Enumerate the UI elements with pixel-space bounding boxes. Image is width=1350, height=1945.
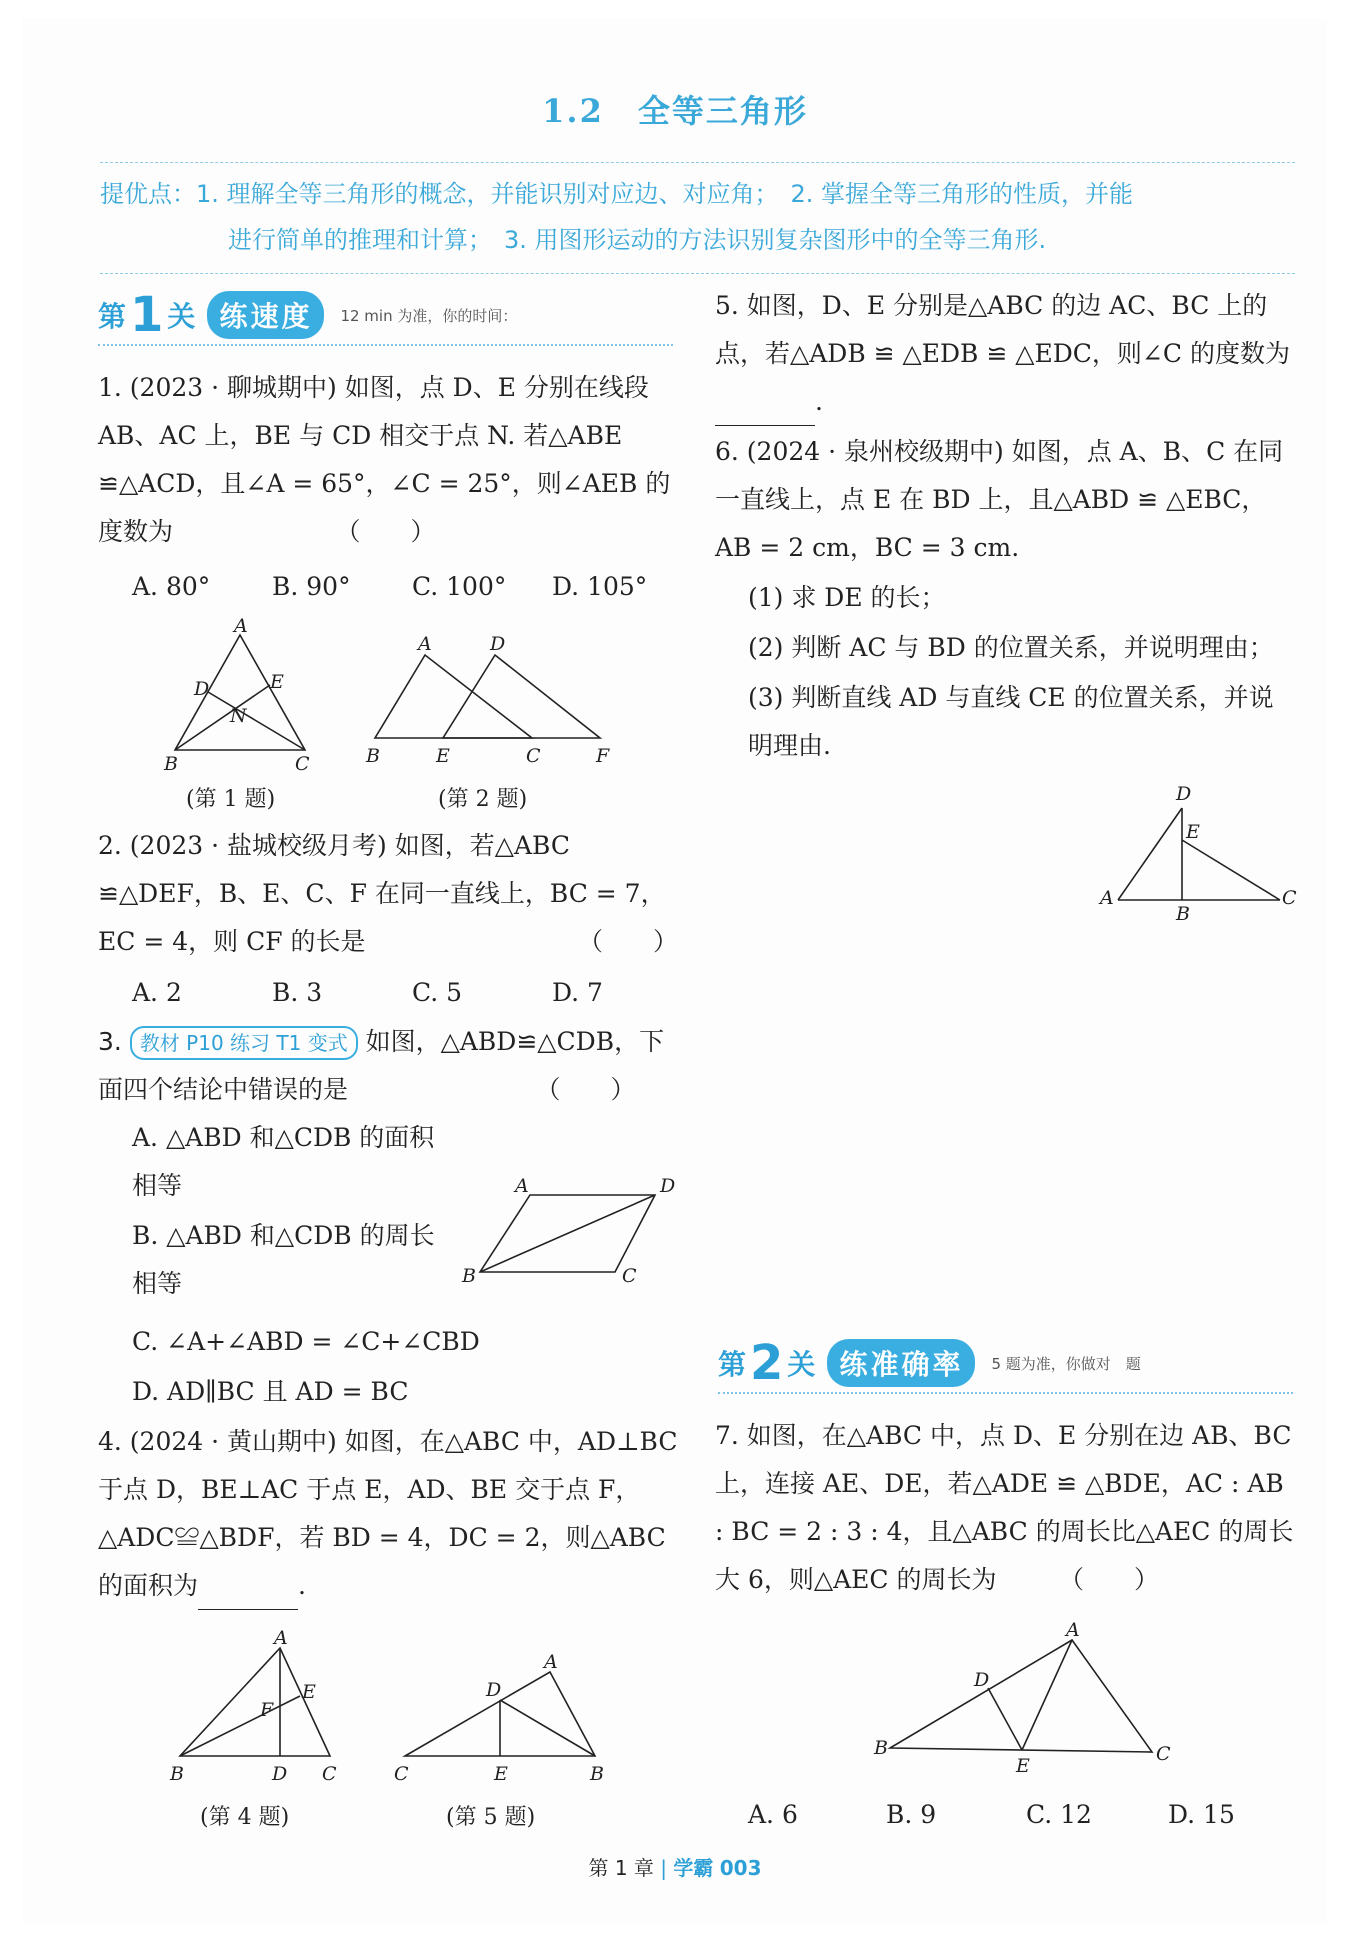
fig7-triangle bbox=[890, 1640, 1152, 1752]
figure-3 bbox=[460, 1175, 690, 1290]
q4-answer-blank[interactable] bbox=[198, 1585, 298, 1610]
fig4-label-b: B bbox=[170, 1763, 184, 1785]
fig3-label-a: A bbox=[515, 1175, 529, 1197]
page-footer: 第 1 章 | 学霸 003 bbox=[588, 1856, 762, 1880]
fig2-triangle-abc bbox=[375, 655, 532, 738]
q7-option-c: C. 12 bbox=[1026, 1800, 1092, 1829]
fig1-label-e: E bbox=[270, 671, 284, 693]
fig7-label-a: A bbox=[1066, 1619, 1080, 1641]
question-3-text: 如图，△ABD≌△CDB，下面四个结论中错误的是 （ ） bbox=[98, 1027, 665, 1104]
q2-option-a: A. 2 bbox=[132, 978, 182, 1007]
fig5-label-a: A bbox=[544, 1651, 558, 1673]
fig1-segment-be bbox=[175, 685, 270, 750]
section-number: 1.2 bbox=[542, 92, 604, 130]
section-2-score-note: 5 题为准，你做对 题 bbox=[991, 1354, 1141, 1373]
fig3-label-b: B bbox=[462, 1265, 476, 1287]
fig6-label-d: D bbox=[1176, 783, 1192, 805]
question-4 bbox=[98, 1418, 678, 1610]
section-2-header bbox=[718, 1335, 1293, 1391]
fig2-label-b: B bbox=[366, 745, 380, 767]
q2-option-b: B. 3 bbox=[272, 978, 323, 1007]
fig7-label-c: C bbox=[1156, 1743, 1171, 1765]
figure-4 bbox=[170, 1627, 350, 1785]
footer-chapter: 第 1 章 bbox=[588, 1856, 654, 1880]
fig7-segment-de bbox=[988, 1688, 1022, 1750]
figure-7 bbox=[874, 1619, 1171, 1777]
q5-end: . bbox=[815, 387, 823, 416]
section-1-timer-note: 12 min 为准，你的时间： bbox=[340, 306, 518, 325]
fig6-segment-ce bbox=[1182, 840, 1280, 900]
q7-option-a: A. 6 bbox=[748, 1800, 798, 1829]
fig3-diagonal-bd bbox=[480, 1195, 655, 1272]
section-2-number: 2 bbox=[750, 1335, 784, 1391]
fig6-label-a: A bbox=[1100, 887, 1114, 909]
section-2-guan: 关 bbox=[787, 1348, 816, 1381]
figure-1 bbox=[164, 615, 320, 775]
question-4-text: 4. (2024 · 黄山期中) 如图，在△ABC 中，AD⊥BC 于点 D，BE⊥AC 于点 E，AD、BE 交于点 F，△ADC≌△BDF，若 BD = 4，DC = 2，则△ABC 的面积为 bbox=[98, 1427, 678, 1600]
fig1-label-n: N bbox=[230, 705, 247, 727]
page-title bbox=[0, 86, 1350, 132]
section-1-pill: 练速度 bbox=[207, 291, 324, 339]
fig1-segment-cd bbox=[208, 692, 305, 750]
q2-option-c: C. 5 bbox=[412, 978, 463, 1007]
fig4-label-e: E bbox=[302, 1681, 316, 1703]
question-7-text: 7. 如图，在△ABC 中，点 D、E 分别在边 AB、BC 上，连接 AE、DE，若△ADE ≌ △BDE，AC : AB : BC = 2 : 3 : 4，且△ABC 的周长比△AEC 的周长大 6，则△AEC 的周长为 （ ） bbox=[715, 1421, 1294, 1594]
question-2 bbox=[98, 822, 678, 966]
q7-option-b: B. 9 bbox=[886, 1800, 937, 1829]
fig1-label-a: A bbox=[234, 615, 248, 637]
fig2-label-c: C bbox=[526, 745, 541, 767]
fig1-label-b: B bbox=[164, 753, 178, 775]
fig5-label-c: C bbox=[394, 1763, 409, 1785]
q5-answer-blank[interactable] bbox=[715, 401, 815, 426]
figure-5-caption: (第 5 题) bbox=[446, 1805, 536, 1830]
question-6 bbox=[715, 428, 1300, 572]
section-2-pill: 练准确率 bbox=[827, 1339, 975, 1387]
q4-end: . bbox=[298, 1571, 306, 1600]
q6-part-3: (3) 判断直线 AD 与直线 CE 的位置关系，并说明理由. bbox=[748, 683, 1274, 760]
footer-page-number: 003 bbox=[719, 1856, 762, 1880]
fig4-altitude-be bbox=[180, 1696, 300, 1756]
question-1-text: 1. (2023 · 聊城期中) 如图，点 D、E 分别在线段 AB、AC 上，BE 与 CD 相交于点 N. 若△ABE ≌△ACD，且∠A = 65°，∠C = 25°，则∠AEB 的度数为 （ ） bbox=[98, 373, 671, 546]
fig5-label-e: E bbox=[494, 1763, 508, 1785]
q1-option-a: A. 80° bbox=[132, 572, 211, 601]
fig7-label-b: B bbox=[874, 1737, 888, 1759]
q7-option-d: D. 15 bbox=[1168, 1800, 1235, 1829]
fig4-label-a: A bbox=[274, 1627, 288, 1649]
fig4-label-f: F bbox=[260, 1699, 274, 1721]
question-5 bbox=[715, 282, 1300, 426]
fig7-label-e: E bbox=[1016, 1755, 1030, 1777]
q1-option-c: C. 100° bbox=[412, 572, 507, 601]
section-2-di: 第 bbox=[718, 1348, 747, 1381]
question-3: 3. 教材 P10 练习 T1 变式 如图，△ABD≌△CDB，下面四个结论中错误的是 （ ） bbox=[98, 1027, 665, 1104]
q3-option-b: B. △ABD 和△CDB 的周长相等 bbox=[132, 1221, 435, 1298]
question-1 bbox=[98, 364, 678, 556]
fig1-label-c: C bbox=[295, 753, 310, 775]
section-2-divider bbox=[718, 1392, 1293, 1394]
q3-option-c: C. ∠A+∠ABD = ∠C+∠CBD bbox=[132, 1327, 480, 1356]
question-6-text: 6. (2024 · 泉州校级期中) 如图，点 A、B、C 在同一直线上，点 E 在 BD 上，且△ABD ≌ △EBC，AB = 2 cm，BC = 3 cm. bbox=[715, 437, 1284, 562]
figure-5 bbox=[394, 1651, 610, 1785]
focus-line-1: 提优点：1. 理解全等三角形的概念，并能识别对应边、对应角； 2. 掌握全等三角形的性质，并能 bbox=[100, 180, 1134, 208]
figure-1-caption: (第 1 题) bbox=[186, 787, 276, 812]
section-1-divider bbox=[98, 344, 673, 346]
section-1-guan: 关 bbox=[167, 300, 196, 333]
figure-4-caption: (第 4 题) bbox=[200, 1805, 290, 1830]
q6-part-2: (2) 判断 AC 与 BD 的位置关系，并说明理由； bbox=[748, 633, 1274, 662]
section-1-di: 第 bbox=[98, 300, 127, 333]
fig6-label-e: E bbox=[1186, 821, 1200, 843]
fig7-label-d: D bbox=[974, 1669, 990, 1691]
q3-option-a: A. △ABD 和△CDB 的面积相等 bbox=[132, 1123, 435, 1200]
fig3-label-d: D bbox=[660, 1175, 676, 1197]
fig4-label-d: D bbox=[272, 1763, 288, 1785]
fig2-label-a: A bbox=[418, 633, 432, 655]
footer-brand: 学霸 bbox=[673, 1856, 714, 1880]
figure-2-caption: (第 2 题) bbox=[438, 787, 528, 812]
fig6-label-c: C bbox=[1282, 887, 1297, 909]
section-title: 全等三角形 bbox=[637, 92, 808, 130]
focus-line-2: 进行简单的推理和计算； 3. 用图形运动的方法识别复杂图形中的全等三角形. bbox=[228, 226, 1047, 254]
q6-part-1: (1) 求 DE 的长； bbox=[748, 583, 946, 612]
q1-option-d: D. 105° bbox=[552, 572, 648, 601]
question-7 bbox=[715, 1412, 1300, 1604]
fig1-label-d: D bbox=[194, 678, 210, 700]
fig3-label-c: C bbox=[622, 1265, 637, 1287]
section-1-number: 1 bbox=[130, 287, 164, 343]
q1-option-b: B. 90° bbox=[272, 572, 351, 601]
fig6-segment-ad bbox=[1118, 808, 1182, 900]
textbook-tag: 教材 P10 练习 T1 变式 bbox=[130, 1026, 358, 1060]
fig2-label-f: F bbox=[596, 745, 610, 767]
fig2-label-e: E bbox=[436, 745, 450, 767]
question-5-text: 5. 如图，D、E 分别是△ABC 的边 AC、BC 上的点，若△ADB ≌ △EDB ≌ △EDC，则∠C 的度数为 bbox=[715, 291, 1290, 368]
fig4-label-c: C bbox=[322, 1763, 337, 1785]
figure-6 bbox=[1100, 783, 1300, 925]
fig7-segment-ae bbox=[1022, 1640, 1072, 1750]
q3-option-d: D. AD∥BC 且 AD = BC bbox=[132, 1377, 409, 1406]
fig2-label-d: D bbox=[490, 633, 506, 655]
improvement-points bbox=[100, 162, 1295, 274]
question-2-text: 2. (2023 · 盐城校级月考) 如图，若△ABC ≌△DEF，B、E、C、F 在同一直线上，BC = 7，EC = 4，则 CF 的长是 （ ） bbox=[98, 831, 678, 956]
fig5-label-b: B bbox=[590, 1763, 604, 1785]
section-1-header bbox=[98, 287, 673, 343]
fig2-triangle-def bbox=[443, 655, 600, 738]
fig5-label-d: D bbox=[486, 1679, 502, 1701]
q2-option-d: D. 7 bbox=[552, 978, 603, 1007]
figure-2 bbox=[366, 633, 610, 767]
fig6-label-b: B bbox=[1176, 903, 1190, 925]
